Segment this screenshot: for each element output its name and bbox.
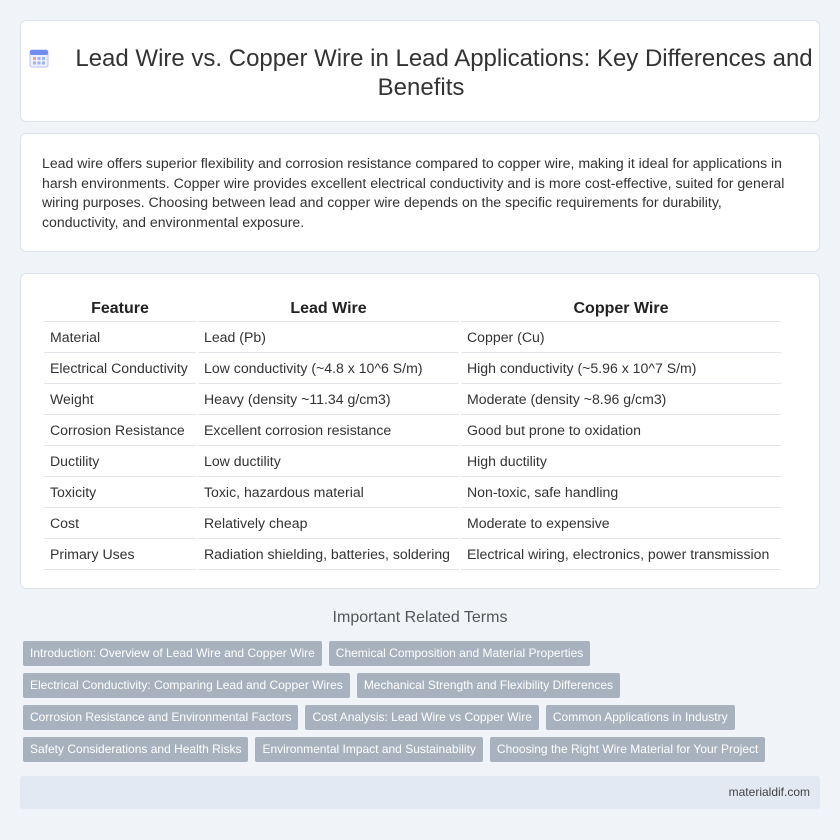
table-header-row [44,296,781,322]
cell-lead: Excellent corrosion resistance [198,415,459,446]
page-title-text: Lead Wire vs. Copper Wire in Lead Applications: Key Differences and Benefits [75,45,813,101]
related-term-tag[interactable]: Mechanical Strength and Flexibility Differences [357,673,620,698]
related-term-tag[interactable]: Common Applications in Industry [546,705,735,730]
cell-copper: Non-toxic, safe handling [461,477,781,508]
cell-copper: Moderate (density ~8.96 g/cm3) [461,384,781,415]
cell-feature: Toxicity [44,477,196,508]
comparison-table [42,296,783,570]
calendar-icon [29,48,49,68]
cell-feature: Ductility [44,446,196,477]
cell-lead: Heavy (density ~11.34 g/cm3) [198,384,459,415]
cell-lead: Toxic, hazardous material [198,477,459,508]
intro-paragraph: Lead wire offers superior flexibility and corrosion resistance compared to copper wire, making it ideal for applications in harsh environments. Copper wire provides excellent electrical conductivity and is more cost-effective, suited for general wiring purposes. Choosing between lead and copper wire depends on the specific requirements for durability, conductivity, and environmental exposure. [42,155,785,230]
related-term-tag[interactable]: Electrical Conductivity: Comparing Lead and Copper Wires [23,673,350,698]
cell-copper: High ductility [461,446,781,477]
cell-lead: Low ductility [198,446,459,477]
table-row [44,384,781,415]
cell-feature: Electrical Conductivity [44,353,196,384]
table-row [44,446,781,477]
cell-lead: Lead (Pb) [198,322,459,353]
title-card [20,20,820,122]
cell-copper: Moderate to expensive [461,508,781,539]
cell-feature: Primary Uses [44,539,196,570]
page-title [21,44,821,102]
cell-copper: Copper (Cu) [461,322,781,353]
footer [20,776,820,809]
tag-row [23,705,823,730]
header-feature: Feature [44,296,196,322]
header-copper-wire: Copper Wire [461,296,781,322]
tag-row [23,737,823,762]
related-term-tag[interactable]: Chemical Composition and Material Properties [329,641,590,666]
related-term-tag[interactable]: Choosing the Right Wire Material for Your Project [490,737,765,762]
related-terms-title: Important Related Terms [332,609,508,626]
cell-lead: Relatively cheap [198,508,459,539]
header-lead-wire: Lead Wire [198,296,459,322]
comparison-table-card [20,273,820,589]
cell-copper: High conductivity (~5.96 x 10^7 S/m) [461,353,781,384]
table-row [44,353,781,384]
table-row [44,508,781,539]
footer-site-link[interactable]: materialdif.com [728,785,810,799]
intro-card [20,133,820,252]
related-term-tag[interactable]: Introduction: Overview of Lead Wire and Copper Wire [23,641,322,666]
table-row [44,322,781,353]
related-term-tag[interactable]: Environmental Impact and Sustainability [255,737,482,762]
table-row [44,415,781,446]
cell-lead: Radiation shielding, batteries, soldering [198,539,459,570]
tag-row [23,673,823,698]
tag-row [23,641,823,666]
table-row [44,477,781,508]
cell-copper: Electrical wiring, electronics, power transmission [461,539,781,570]
related-term-tag[interactable]: Cost Analysis: Lead Wire vs Copper Wire [305,705,538,730]
table-row [44,539,781,570]
related-term-tag[interactable]: Corrosion Resistance and Environmental Factors [23,705,298,730]
cell-lead: Low conductivity (~4.8 x 10^6 S/m) [198,353,459,384]
related-term-tag[interactable]: Safety Considerations and Health Risks [23,737,248,762]
cell-feature: Corrosion Resistance [44,415,196,446]
cell-feature: Weight [44,384,196,415]
related-terms-tags [23,641,823,769]
cell-feature: Cost [44,508,196,539]
cell-copper: Good but prone to oxidation [461,415,781,446]
cell-feature: Material [44,322,196,353]
